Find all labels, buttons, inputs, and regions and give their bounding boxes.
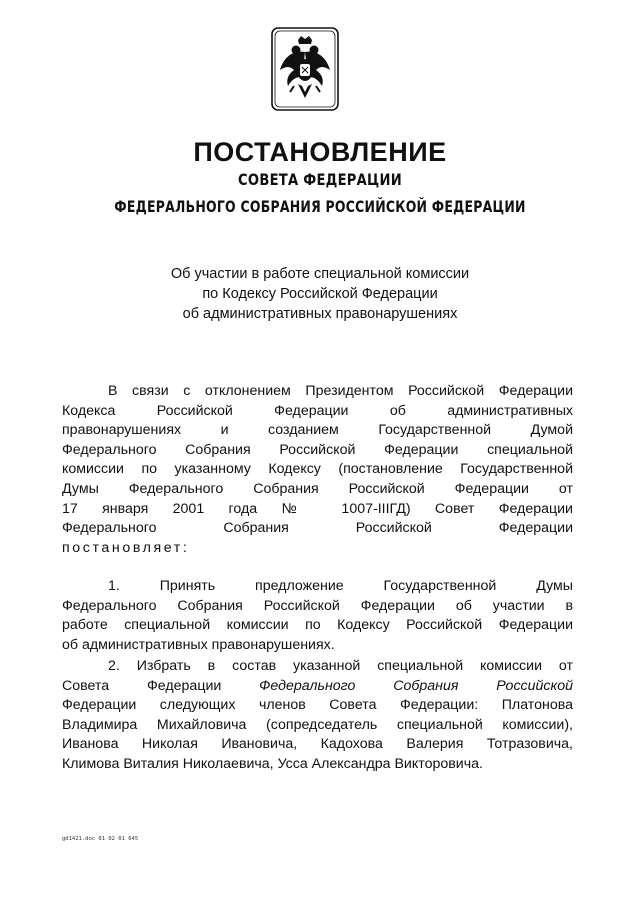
text-line: комиссии по указанному Кодексу (постановление Государственной: [62, 461, 573, 478]
document-title: ПОСТАНОВЛЕНИЕ: [193, 137, 447, 167]
issuer-line-1: СОВЕТА ФЕДЕРАЦИИ: [238, 170, 402, 189]
text-line: правонарушениях и созданием Государственной Думой: [62, 422, 573, 439]
text-segment: Совета Федерации: [62, 677, 260, 694]
text-line: Федерального Собрания Российской Федерации: [62, 520, 573, 537]
text-line: Думы Федерального Собрания Российской Федерации от: [62, 480, 573, 497]
text-line: Федерации следующих членов Совета Федерации: Платонова: [62, 697, 573, 714]
resolution-word: постановляет:: [62, 539, 190, 556]
file-reference: gd1421.doc 01 02 01 645: [62, 836, 139, 842]
text-line: Владимира Михайловича (сопредседатель специальной комиссии),: [62, 716, 573, 733]
document-topic: [0, 264, 640, 324]
topic-line: по Кодексу Российской Федерации: [202, 286, 438, 302]
text-line: 1. Принять предложение Государственной Думы: [108, 578, 573, 594]
text-line: В связи с отклонением Президентом Российской Федерации: [108, 383, 573, 399]
text-line: об административных правонарушениях.: [62, 636, 335, 653]
text-line: Федерального Собрания Российской Федерации об участии в: [62, 597, 573, 614]
text-line: Иванова Николая Ивановича, Кадохова Валерия Тотразовича,: [62, 736, 573, 753]
text-line: 17 января 2001 года № 1007-IIIГД) Совет Федерации: [62, 500, 573, 517]
italic-text-segment: Федерального Собрания Российской: [259, 677, 573, 694]
item-2-paragraph: [62, 657, 573, 775]
text-line: 2. Избрать в состав указанной специальной комиссии от: [108, 658, 573, 674]
issuer-line-2: ФЕДЕРАЛЬНОГО СОБРАНИЯ РОССИЙСКОЙ ФЕДЕРАЦИИ: [114, 197, 526, 216]
topic-line: Об участии в работе специальной комиссии: [170, 266, 470, 282]
coat-of-arms-icon: [270, 26, 340, 112]
text-line: [62, 677, 573, 697]
topic-line: об административных правонарушениях: [182, 306, 458, 322]
text-line: Федерального Собрания Российской Федерации специальной: [62, 441, 573, 458]
text-line: Кодекса Российской Федерации об административных: [62, 402, 573, 419]
preamble-paragraph: [62, 382, 573, 558]
item-1-paragraph: [62, 577, 573, 655]
text-line: работе специальной комиссии по Кодексу Российской Федерации: [62, 617, 573, 634]
text-line: Климова Виталия Николаевича, Усса Александра Викторовича.: [62, 755, 483, 772]
